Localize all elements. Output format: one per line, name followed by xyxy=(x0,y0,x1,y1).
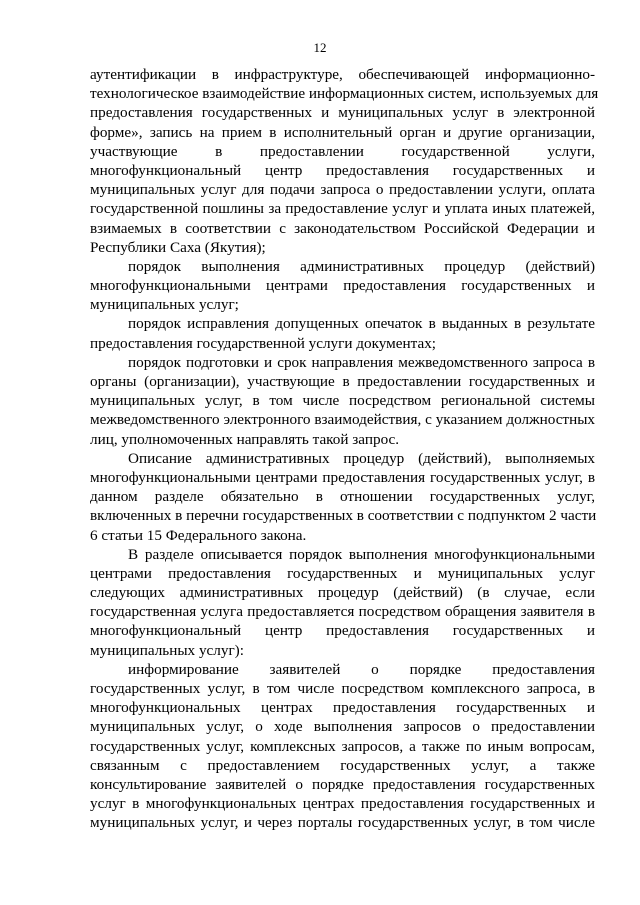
text-line: многофункциональный центр предоставления государственных и xyxy=(90,622,595,640)
text-line: предоставления государственных и муниципальных услуг в электронной xyxy=(90,104,595,122)
text-line: муниципальных услуг, о ходе выполнения запросов о предоставлении xyxy=(90,718,595,736)
text-line: муниципальных услуг; xyxy=(90,296,239,314)
text-line: государственной пошлины за предоставление услуг и уплата иных платежей, xyxy=(90,200,595,218)
text-line: информирование заявителей о порядке предоставления xyxy=(128,660,595,678)
page-number: 12 xyxy=(313,40,327,55)
text-line: технологическое взаимодействие информационных систем, используемых для xyxy=(90,85,599,103)
text-line: многофункциональных центрах предоставления государственных и xyxy=(90,699,595,717)
text-line: многофункциональными центрами предоставления государственных услуг, в xyxy=(90,468,595,486)
text-line: Республики Саха (Якутия); xyxy=(90,238,266,256)
text-line: органы (организации), участвующие в предоставлении государственных и xyxy=(90,373,595,390)
text-line: следующих административных процедур (действий) (в случае, если xyxy=(90,584,595,602)
text-line: В разделе описывается порядок выполнения многофункциональными xyxy=(128,545,595,563)
text-line: аутентификации в инфраструктуре, обеспечивающей информационно- xyxy=(90,66,595,83)
text-line: услуг в многофункциональных центрах предоставления государственных и xyxy=(90,795,595,813)
text-line: муниципальных услуг, и через порталы государственных услуг, в том числе xyxy=(90,814,595,832)
text-line: государственная услуга предоставляется посредством обращения заявителя в xyxy=(90,603,595,621)
text-line: центрами предоставления государственных и муниципальных услуг xyxy=(90,564,595,582)
text-line: лиц, уполномоченных направлять такой запрос. xyxy=(90,430,400,448)
text-line: порядок выполнения административных процедур (действий) xyxy=(128,257,595,275)
text-line: участвующие в предоставлении государственной услуги, xyxy=(90,142,595,160)
text-line: данном разделе обязательно в отношении государственных услуг, xyxy=(90,488,595,506)
text-line: форме», запись на прием в исполнительный орган и другие организации, xyxy=(90,123,595,141)
text-line: Описание административных процедур (действий), выполняемых xyxy=(128,449,595,467)
text-line: муниципальных услуг, в том числе посредством региональной системы xyxy=(90,392,595,410)
text-line: государственных услуг, комплексных запросов, а также по иным вопросам, xyxy=(90,737,595,755)
text-line: консультирование заявителей о порядке предоставления государственных xyxy=(90,775,595,793)
text-line: предоставления государственной услуги документах; xyxy=(90,334,437,352)
text-line: взимаемых в соответствии с законодательством Российской Федерации и xyxy=(90,219,595,237)
text-line: многофункциональными центрами предоставления государственных и xyxy=(90,277,595,295)
text-line: включенных в перечни государственных в соответствии с подпунктом 2 части xyxy=(90,507,597,525)
text-line: межведомственного электронного взаимодействия, с указанием должностных xyxy=(90,411,595,429)
text-line: государственных услуг, в том числе посредством комплексного запроса, в xyxy=(90,680,595,697)
text-line: порядок подготовки и срок направления межведомственного запроса в xyxy=(128,353,595,371)
text-line: 6 статьи 15 Федерального закона. xyxy=(90,526,307,544)
body-text xyxy=(90,65,599,833)
text-line: муниципальных услуг): xyxy=(90,641,244,659)
text-line: связанным с предоставлением государственных услуг, а также xyxy=(90,756,595,774)
text-line: муниципальных услуг для подачи запроса о предоставлении услуги, оплата xyxy=(90,181,595,199)
text-line: многофункциональный центр предоставления государственных и xyxy=(90,161,595,179)
text-line: порядок исправления допущенных опечаток в выданных в результате xyxy=(128,315,595,333)
